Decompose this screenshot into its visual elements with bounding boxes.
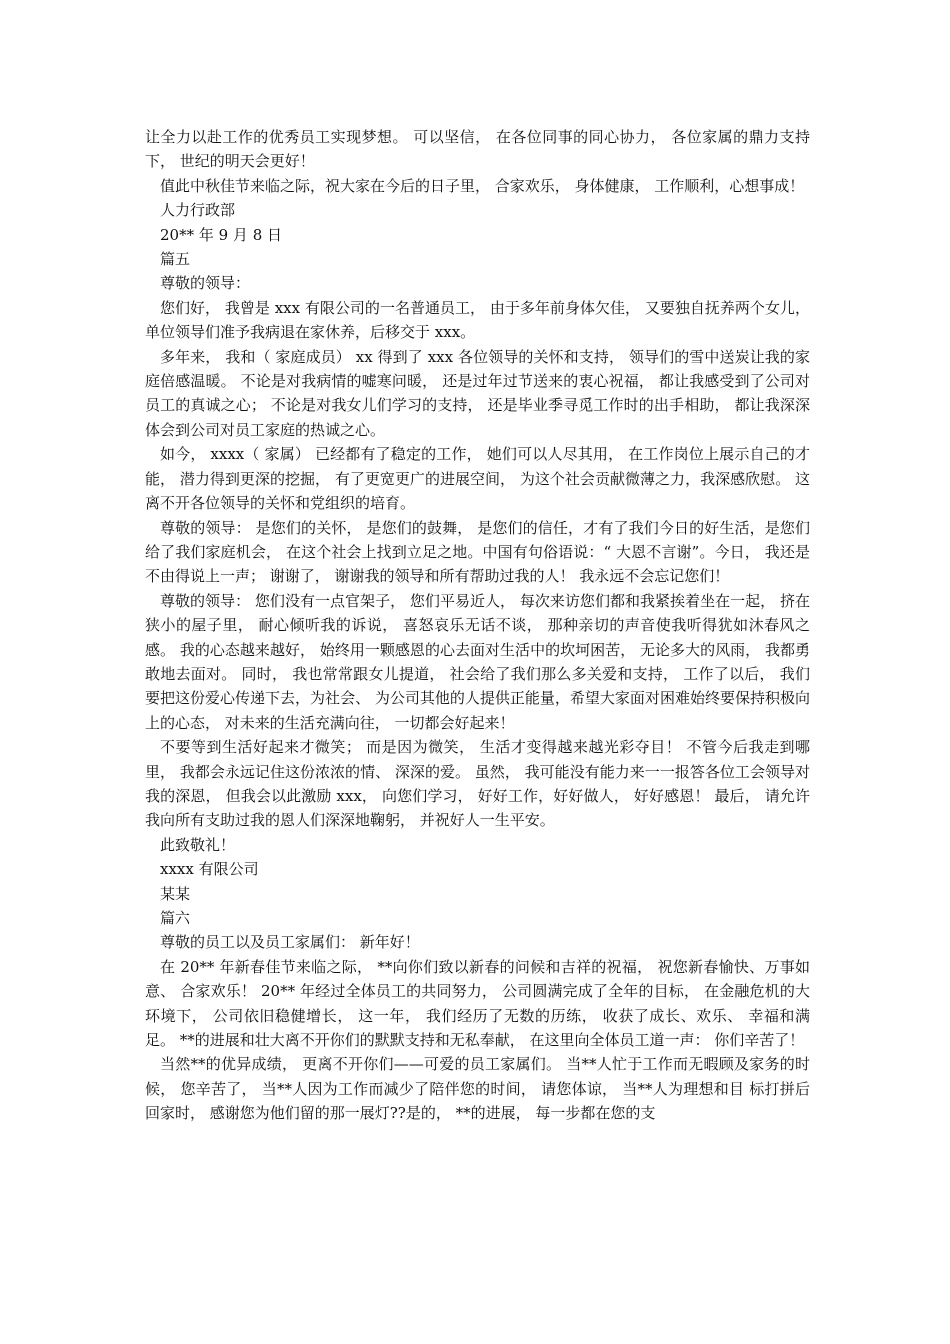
paragraph: 此致敬礼！ [160, 835, 236, 854]
paragraph: 尊敬的员工以及员工家属们： 新年好！ [160, 933, 420, 952]
paragraph: 让全力以赴工作的优秀员工实现梦想。 可以坚信， 在各位同事的同心协力， 各位家属的鼎力支持下， 世纪的明天会更好！ [145, 128, 810, 171]
paragraph: 不要等到生活好起来才微笑； 而是因为微笑， 生活才变得越来越光彩夺目！ 不管今后我走到哪里， 我都会永远记住这份浓浓的情、 深深的爱。 虽然， 我可能没有能力来一一报答各位工会领导对我的深恩， 但我会以此激励 xxx， 向您们学习， 好好工作，好好做人， 好好感恩！ 最后， 请允许我向所有支助过我的恩人们深深地鞠躬， 并祝好人一生平安。 [145, 738, 810, 830]
paragraph: 人力行政部 [160, 201, 236, 220]
paragraph: 在 20** 年新春佳节来临之际， **向你们致以新春的问候和吉祥的祝福， 祝您新春愉快、万事如意、 合家欢乐！ 20** 年经过全体员工的共同努力， 公司圆满完成了全年的目标， 在金融危机的大环境下， 公司依旧稳健增长， 这一年， 我们经历了无数的历练， 收获了成长、欢乐、 幸福和满足。 **的进展和壮大离不开你们的默默支持和无私奉献， 在这里向全体员工道一声： 你们辛苦了！ [145, 957, 810, 1050]
paragraph: 尊敬的领导： [160, 274, 251, 293]
paragraph: 您们好， 我曾是 xxx 有限公司的一名普通员工， 由于多年前身体欠佳， 又要独自抚养两个女儿，单位领导们准予我病退在家休养，后移交于 xxx。 [145, 298, 810, 342]
paragraph: 20** 年 9 月 8 日 [160, 225, 283, 244]
paragraph: 多年来， 我和（ 家庭成员） xx 得到了 xxx 各位领导的关怀和支持， 领导们的雪中送炭让我的家庭倍感温暖。 不论是对我病情的嘘寒问暖， 还是过年过节送来的衷心祝福， 都让我感受到了公司对员工的真诚之心； 不论是对我女儿们学习的支持， 还是毕业季寻觅工作时的出手相助， 都让我深深体会到公司对员工家庭的热诚之心。 [145, 347, 810, 439]
paragraph: 如今， xxxx（ 家属） 已经都有了稳定的工作， 她们可以人尽其用， 在工作岗位上展示自己的才能， 潜力得到更深的挖掘， 有了更宽更广的进展空间， 为这个社会贡献微薄之力，我深感欣慰。 这离不开各位领导的关怀和党组织的培育。 [145, 445, 810, 513]
paragraph: 当然**的优异成绩， 更离不开你们——可爱的员工家属们。 当**人忙于工作而无暇顾及家务的时候， 您辛苦了， 当**人因为工作而减少了陪伴您的时间， 请您体谅， 当**人为理想和目 标打拼后回家时， 感谢您为他们留的那一展灯??是的， **的进展， 每一步都在您的支 [145, 1055, 810, 1123]
paragraph: 篇六 [160, 909, 191, 927]
paragraph: 尊敬的领导： 您们没有一点官架子， 您们平易近人， 每次来访您们都和我紧挨着坐在一起， 挤在狭小的屋子里， 耐心倾听我的诉说， 喜怒哀乐无话不谈， 那种亲切的声音使我听得犹如沐春风之感。 我的心态越来越好， 始终用一颗感恩的心去面对生活中的坎坷困苦， 无论多大的风雨， 我都勇敢地去面对。 同时， 我也常常跟女儿提道， 社会给了我们那么多关爱和支持， 工作了以后， 我们要把这份爱心传递下去，为社会、 为公司其他的人提供正能量，希望大家面对困难始终要保持积极向上的心态， 对未来的生活充满向往， 一切都会好起来！ [145, 591, 810, 732]
paragraph: 某某 [160, 884, 191, 903]
paragraph: 篇五 [160, 250, 191, 269]
paragraph: 值此中秋佳节来临之际，祝大家在今后的日子里， 合家欢乐， 身体健康， 工作顺利，心想事成！ [160, 176, 805, 195]
paragraph: 尊敬的领导： 是您们的关怀， 是您们的鼓舞， 是您们的信任，才有了我们今日的好生活，是您们给了我们家庭机会， 在这个社会上找到立足之地。中国有句俗语说：“ 大恩不言谢”。今日， 我还是不由得说上一声； 谢谢了， 谢谢我的领导和所有帮助过我的人！ 我永远不会忘记您们！ [145, 518, 810, 586]
paragraph: xxxx 有限公司 [160, 860, 259, 879]
